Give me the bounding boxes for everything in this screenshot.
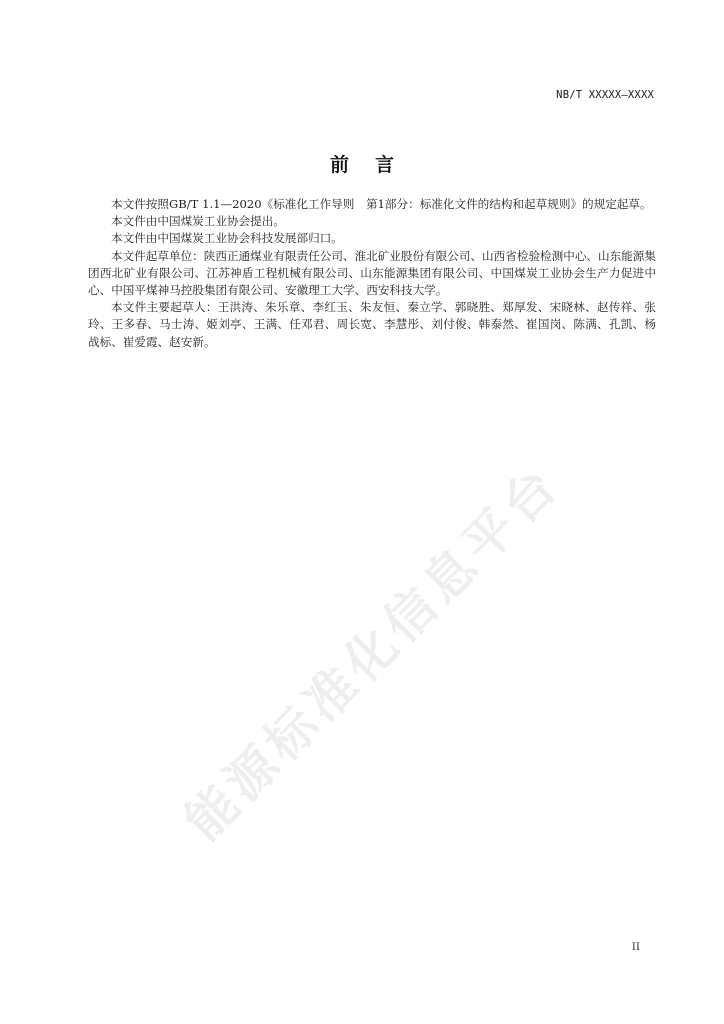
paragraph-drafting-rules: 本文件按照GB/T 1.1—2020《标准化工作导则 第1部分：标准化文件的结构和起草规则》的规定起草。	[111, 197, 652, 211]
page-number: II	[631, 941, 640, 953]
foreword-body	[88, 196, 656, 351]
standard-code: NB/T XXXXX—XXXX	[556, 89, 654, 101]
paragraph-drafters: 本文件主要起草人：王洪涛、朱乐章、李红玉、朱友恒、秦立学、郭晓胜、郑厚发、宋晓林、赵传祥、张玲、王多春、马士涛、姬刘亭、王满、任邓君、周长宽、李慧彤、刘付俊、韩泰然、崔国岗、陈满、孔凯、杨战标、崔爱霞、赵安新。	[88, 300, 656, 349]
paragraph-administrator: 本文件由中国煤炭工业协会科技发展部归口。	[111, 231, 343, 246]
paragraph-proposer: 本文件由中国煤炭工业协会提出。	[111, 214, 285, 229]
section-title: 前言	[329, 154, 420, 176]
watermark: 能源标准化信息平台	[174, 454, 572, 852]
paragraph-drafting-units: 本文件起草单位：陕西正通煤业有限责任公司、淮北矿业股份有限公司、山西省检验检测中心、山东能源集团西北矿业有限公司、江苏神盾工程机械有限公司、山东能源集团有限公司、中国煤炭工业协会生产力促进中心、中国平煤神马控股集团有限公司、安徽理工大学、西安科技大学。	[88, 248, 656, 298]
